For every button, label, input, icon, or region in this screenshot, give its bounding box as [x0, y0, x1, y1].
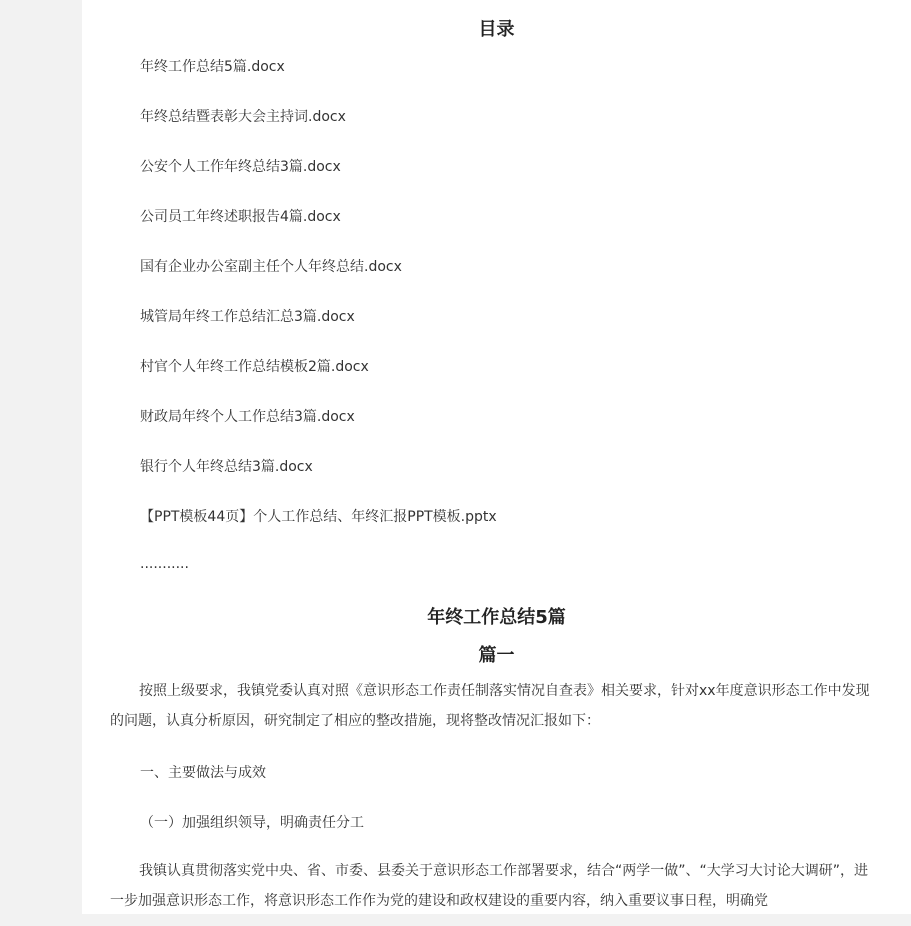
- toc-item[interactable]: 【PPT模板44页】个人工作总结、年终汇报PPT模板.pptx: [140, 509, 497, 525]
- toc-item[interactable]: 国有企业办公室副主任个人年终总结.docx: [140, 259, 402, 275]
- toc-item[interactable]: 财政局年终个人工作总结3篇.docx: [140, 409, 355, 425]
- document-page: [82, 0, 911, 914]
- article-title: 年终工作总结5篇: [427, 607, 566, 628]
- intro-paragraph: 按照上级要求，我镇党委认真对照《意识形态工作责任制落实情况自查表》相关要求，针对xx年度意识形态工作中发现的问题，认真分析原因，研究制定了相应的整改措施，现将整改情况汇报如下：: [110, 683, 870, 729]
- subsection-heading: （一）加强组织领导，明确责任分工: [140, 815, 364, 831]
- toc-item[interactable]: 村官个人年终工作总结模板2篇.docx: [140, 359, 369, 375]
- toc-item[interactable]: 公司员工年终述职报告4篇.docx: [140, 209, 341, 225]
- toc-item[interactable]: 公安个人工作年终总结3篇.docx: [140, 159, 341, 175]
- body-paragraph: 我镇认真贯彻落实党中央、省、市委、县委关于意识形态工作部署要求，结合“两学一做”、“大学习大讨论大调研”，进一步加强意识形态工作，将意识形态工作作为党的建设和政权建设的重要内容，纳入重要议事日程，明确党: [110, 863, 869, 909]
- toc-item[interactable]: 年终总结暨表彰大会主持词.docx: [140, 109, 346, 125]
- toc-item[interactable]: 城管局年终工作总结汇总3篇.docx: [140, 309, 355, 325]
- section-heading: 一、主要做法与成效: [140, 765, 266, 781]
- toc-ellipsis: ...........: [140, 556, 189, 572]
- toc-heading: 目录: [478, 19, 515, 40]
- toc-item[interactable]: 银行个人年终总结3篇.docx: [140, 459, 313, 475]
- bottom-strip: [0, 914, 911, 926]
- article-subtitle: 篇一: [478, 645, 515, 666]
- toc-item[interactable]: 年终工作总结5篇.docx: [140, 59, 285, 75]
